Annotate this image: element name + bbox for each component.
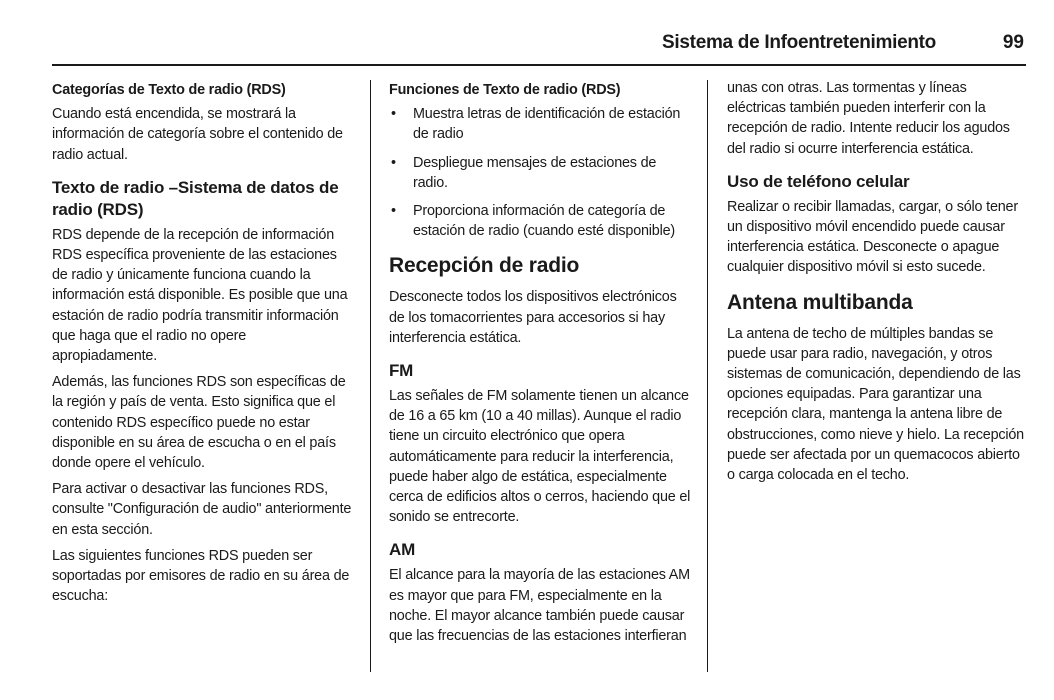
column-divider-right bbox=[707, 80, 708, 672]
rds-system-heading: Texto de radio –Sistema de datos de radio (RDS) bbox=[52, 177, 339, 219]
fm-body: Las señales de FM solamente tienen un alcance de 16 a 65 km (10 a 40 millas). Aunque el radio tiene un circuito electrónico que opera automáticamente para reducir la interferencia, puede haber algo de estática, especialmente cerca de edificios altos o cerros, haciendo que el sonido se entrecorte. bbox=[389, 388, 691, 526]
reception-body: Desconecte todos los dispositivos electrónicos de los tomacorrientes para accesorios si hay interferencia estática. bbox=[389, 289, 677, 346]
rds-system-paragraph-2: Además, las funciones RDS son específicas de la región y país de venta. Esto significa que el contenido RDS específico puede no estar disponible en su área de escucha o en el país donde opere el vehículo. bbox=[52, 374, 346, 472]
am-body: El alcance para la mayoría de las estaciones AM es mayor que para FM, especialmente en la noche. El mayor alcance también puede causar que las frecuencias de las estaciones interfieran bbox=[389, 567, 690, 645]
cellphone-heading: Uso de teléfono celular bbox=[727, 171, 910, 191]
list-item bbox=[389, 201, 691, 241]
bullet-icon: • bbox=[391, 203, 396, 220]
rds-system-paragraph-1: RDS depende de la recepción de información RDS específica proveniente de las estaciones de radio y únicamente funciona cuando la información está disponible. Es posible que una estación de radio podría transmitir información que haga que el radio no opere apropiadamente. bbox=[52, 226, 348, 365]
column-right bbox=[727, 78, 1027, 491]
list-item-text: Muestra letras de identificación de estación de radio bbox=[413, 106, 681, 143]
list-item-text: Proporciona información de categoría de estación de radio (cuando esté disponible) bbox=[413, 203, 676, 240]
am-heading: AM bbox=[389, 540, 416, 560]
column-divider-left bbox=[370, 80, 371, 672]
bullet-icon: • bbox=[391, 154, 396, 171]
list-item-text: Despliegue mensajes de estaciones de radio. bbox=[413, 154, 657, 191]
rds-categories-heading: Categorías de Texto de radio (RDS) bbox=[52, 82, 286, 98]
bullet-icon: • bbox=[391, 106, 396, 123]
column-middle bbox=[389, 80, 691, 652]
rds-functions-heading: Funciones de Texto de radio (RDS) bbox=[389, 82, 621, 98]
fm-heading: FM bbox=[389, 361, 414, 381]
rds-categories-body: Cuando está encendida, se mostrará la información de categoría sobre el contenido de radio actual. bbox=[52, 106, 343, 163]
reception-heading: Recepción de radio bbox=[389, 254, 580, 278]
antenna-heading: Antena multibanda bbox=[727, 290, 913, 314]
cellphone-body: Realizar o recibir llamadas, cargar, o sólo tener un dispositivo móvil encendido puede causar interferencia estática. Desconecte o apague cualquier dispositivo móvil si esto sucede. bbox=[727, 198, 1018, 276]
list-item bbox=[389, 104, 691, 144]
rds-system-paragraph-4: Las siguientes funciones RDS pueden ser soportadas por emisores de radio en su área de escucha: bbox=[52, 547, 350, 605]
rds-system-paragraph-3: Para activar o desactivar las funciones RDS, consulte "Configuración de audio" anteriormente en esta sección. bbox=[52, 481, 352, 538]
list-item bbox=[389, 153, 691, 193]
rds-functions-list bbox=[389, 104, 691, 241]
am-body-continued: unas con otras. Las tormentas y líneas eléctricas también pueden interferir con la recepción de radio. Intente reducir los agudos del radio si ocurre interferencia estática. bbox=[727, 80, 1010, 157]
running-section-title: Sistema de Infoentretenimiento bbox=[662, 32, 936, 53]
antenna-body: La antena de techo de múltiples bandas se puede usar para radio, navegación, y otros sistemas de comunicación, dependiendo de las opciones equipadas. Para garantizar una recepción clara, mantenga la antena libre de obstrucciones, como nieve y hielo. La recepción puede ser afectada por un quemacocos abierto o carga colocada en el techo. bbox=[727, 325, 1024, 484]
column-left bbox=[52, 80, 352, 612]
page-number: 99 bbox=[1002, 32, 1024, 53]
page-header bbox=[52, 28, 1026, 66]
